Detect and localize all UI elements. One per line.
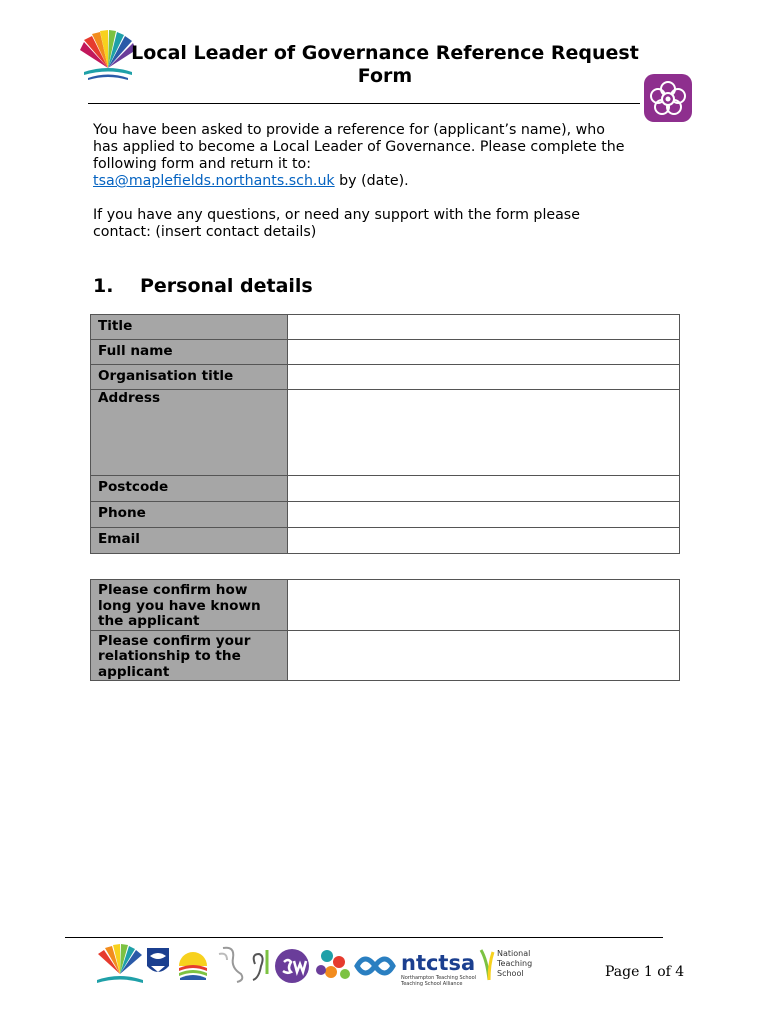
sunrise-logo-icon bbox=[179, 952, 207, 980]
email-link[interactable]: tsa@maplefields.northants.sch.uk bbox=[93, 173, 335, 189]
table-row bbox=[91, 580, 680, 631]
personal-details-table bbox=[90, 314, 680, 554]
table-row bbox=[91, 630, 680, 681]
section-number: 1. bbox=[93, 275, 114, 297]
intro-text bbox=[93, 122, 693, 241]
organisation-title-label: Organisation title bbox=[91, 365, 288, 390]
sw-logo-icon bbox=[275, 949, 309, 983]
email-label: Email bbox=[91, 528, 288, 554]
section-title: Personal details bbox=[140, 275, 313, 297]
header-divider bbox=[88, 103, 640, 104]
intro-line: following form and return it to: bbox=[93, 156, 312, 172]
nts-text: School bbox=[497, 969, 524, 978]
label-line: Please confirm your bbox=[98, 632, 251, 649]
phone-label: Phone bbox=[91, 502, 288, 528]
label-line: applicant bbox=[98, 663, 170, 680]
table-row bbox=[91, 476, 680, 502]
email-field[interactable] bbox=[288, 528, 680, 554]
page-title bbox=[100, 42, 670, 88]
nts-text: National bbox=[497, 949, 531, 958]
fan-logo-icon bbox=[97, 944, 143, 983]
ntctsa-text: ntctsa bbox=[401, 951, 476, 975]
full-name-label: Full name bbox=[91, 340, 288, 365]
ntctsa-logo bbox=[400, 951, 476, 987]
title-label: Title bbox=[91, 315, 288, 340]
swan-shield-icon bbox=[147, 948, 169, 972]
section-heading bbox=[93, 275, 313, 297]
address-field[interactable] bbox=[288, 390, 680, 476]
label-line: relationship to the bbox=[98, 648, 241, 664]
rose-crest-icon bbox=[643, 73, 693, 123]
table-row bbox=[91, 340, 680, 365]
title-line-1: Local Leader of Governance Reference Request bbox=[131, 42, 639, 64]
label-line: Please confirm how bbox=[98, 582, 248, 598]
page-number: Page 1 of 4 bbox=[605, 964, 685, 980]
intro-line: You have been asked to provide a reference for (applicant’s name), who bbox=[93, 122, 605, 138]
relationship-table bbox=[90, 579, 680, 681]
table-row bbox=[91, 502, 680, 528]
title-field[interactable] bbox=[288, 315, 680, 340]
full-name-field[interactable] bbox=[288, 340, 680, 365]
intro-line: has applied to become a Local Leader of Governance. Please complete the bbox=[93, 139, 625, 155]
hands-logo-icon bbox=[316, 950, 350, 979]
intro-line: contact: (insert contact details) bbox=[93, 224, 317, 240]
title-line-2: Form bbox=[357, 65, 413, 87]
postcode-label: Postcode bbox=[91, 476, 288, 502]
ntctsa-subtitle: Northampton Teaching School bbox=[401, 975, 477, 981]
organisation-title-field[interactable] bbox=[288, 365, 680, 390]
postcode-field[interactable] bbox=[288, 476, 680, 502]
handwritten-logo-icon bbox=[253, 950, 267, 980]
phone-field[interactable] bbox=[288, 502, 680, 528]
ntctsa-subtitle: Teaching School Alliance bbox=[401, 981, 463, 987]
intro-by-date: by (date). bbox=[334, 173, 409, 189]
partner-logos bbox=[95, 944, 535, 988]
swirl-logo-icon bbox=[219, 948, 242, 982]
national-teaching-school-logo bbox=[481, 949, 532, 980]
label-line: the applicant bbox=[98, 613, 200, 629]
relationship-field[interactable] bbox=[288, 630, 680, 681]
address-label: Address bbox=[91, 390, 288, 476]
footer-divider bbox=[65, 937, 663, 938]
table-row bbox=[91, 390, 680, 476]
label-line: long you have known bbox=[98, 597, 261, 614]
table-row bbox=[91, 315, 680, 340]
infinity-logo-icon bbox=[357, 959, 393, 973]
table-row bbox=[91, 528, 680, 554]
table-row bbox=[91, 365, 680, 390]
known-duration-field[interactable] bbox=[288, 580, 680, 631]
relationship-label bbox=[91, 630, 288, 681]
intro-return-line bbox=[93, 173, 693, 190]
intro-line: If you have any questions, or need any support with the form please bbox=[93, 207, 580, 223]
nts-text: Teaching bbox=[497, 959, 533, 968]
known-duration-label bbox=[91, 580, 288, 631]
